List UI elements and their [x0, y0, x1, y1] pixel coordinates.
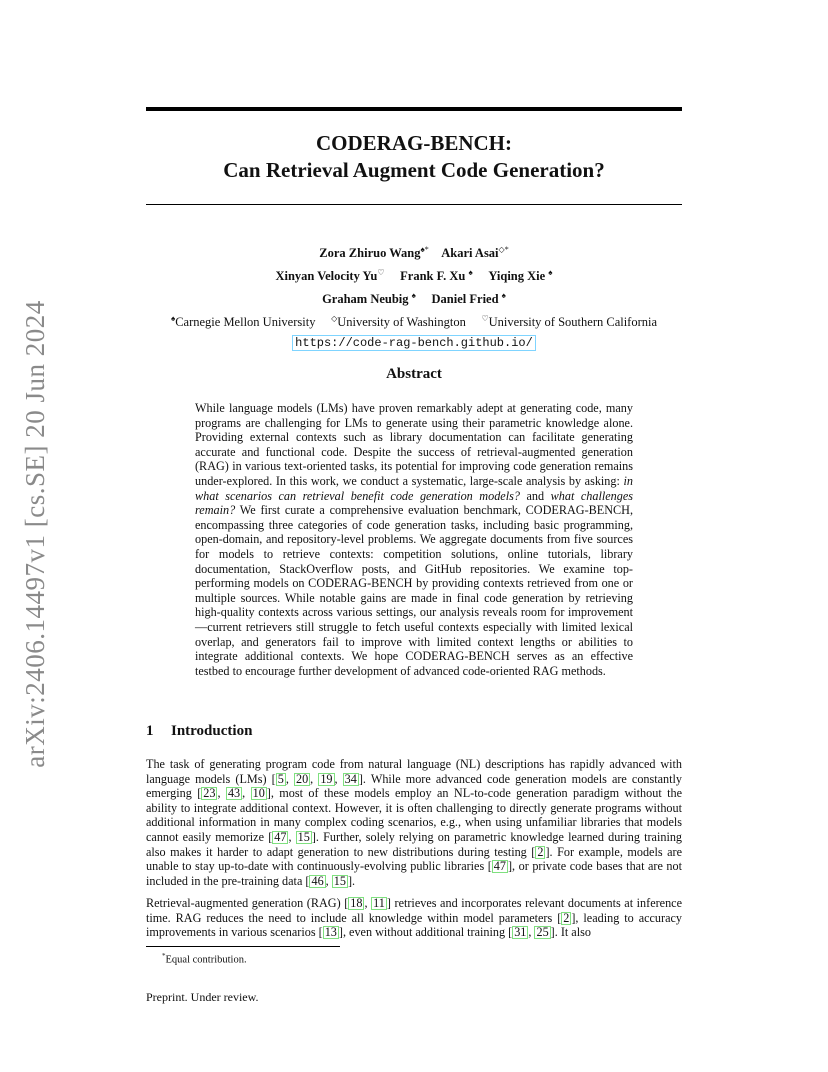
author-name: Daniel Fried — [431, 292, 499, 307]
footnote-rule — [146, 946, 340, 947]
bench-name: RAG-B — [341, 576, 380, 591]
arxiv-stamp: arXiv:2406.14497v1 [cs.SE] 20 Jun 2024 — [20, 300, 50, 768]
citation-link[interactable]: 10 — [252, 786, 265, 801]
affiliation-line — [146, 309, 682, 332]
citation-link[interactable]: 47 — [274, 829, 287, 844]
citation-link[interactable]: 11 — [373, 896, 385, 910]
citation-link[interactable]: 20 — [295, 771, 309, 786]
title-line-2: Can Retrieval Augment Code Generation? — [223, 158, 605, 182]
title-part: ENCH — [444, 131, 506, 155]
title-part: : — [505, 131, 513, 155]
author-name: Yiqing Xie — [488, 269, 546, 284]
author-mark: ♡ — [377, 268, 385, 278]
section-title: Introduction — [171, 723, 253, 739]
abstract-part: , encompassing three categories of code generation tasks, including basic programming, open-domain, and repository-level problems. We aggregate documents from five sources for models to retrieve contexts: competition solutions, online tutorials, library documentation, StackOverflow posts, and GitHub repositories. We examine top-performing models on — [195, 503, 633, 591]
author-mark: ♠ — [468, 268, 473, 278]
section-heading-introduction — [146, 723, 252, 740]
para-text: Retrieval-augmented generation (RAG) — [146, 896, 345, 910]
citation-link[interactable]: 46 — [311, 873, 324, 888]
abstract-part: While language models (LMs) have proven remarkably adept at generating code, many programs are challenging for LMs to generate using their parametric knowledge alone. Providing external contexts such as library documentation can facilitate generating accurate and functional code. Despite the success of retrieval-augmented generation (RAG) in various text-oriented tasks, its potential for improving code generation remains under-explored. In this work, we conduct a systematic, large-scale analysis by asking: — [195, 401, 633, 488]
title-line-1 — [146, 130, 682, 157]
para-text: . It also — [554, 925, 591, 940]
affiliation-mark: ♡ — [481, 314, 489, 324]
footnote — [162, 952, 247, 966]
citation-link[interactable]: 31 — [514, 925, 527, 940]
author-mark: ◇* — [498, 245, 509, 254]
author-block — [146, 240, 682, 352]
para-text: , most of these models employ an NL-to-code generation paradigm without the ability to integrate additional context. However, it is often challenging to directly generate programs without additional information in many complex coding scenarios, e.g., when using unfamiliar libraries that models cannot easily memorize — [146, 786, 683, 844]
author-name: Zora Zhiruo Wang — [319, 246, 421, 261]
citation-link[interactable]: 15 — [333, 873, 346, 888]
para-text: . Further, solely relying on parametric knowledge learned during training also makes it harder to adapt generation to new distributions during testing — [146, 829, 683, 859]
abstract-text — [195, 401, 633, 678]
abstract-part: We first curate a comprehensive evaluation benchmark, — [235, 503, 526, 518]
abstract-heading: Abstract — [386, 366, 442, 382]
para-text: . While more advanced code generation models are constantly emerging — [146, 771, 683, 801]
section-number: 1 — [146, 723, 154, 739]
citation-link[interactable]: 18 — [350, 896, 363, 910]
intro-paragraph-1: The task of generating program code from natural language (NL) descriptions has rapidly advanced with language models (LMs) [ 5 , 20 , 19 , 34 ]. While more advanced code generation models are constantly emerging [ 23 , 43 , 10 ], most of these models employ an NL-to-code generation paradigm without the ability to integrate additional context. However, it is often challenging to directly generate programs without additional information in many complex coding scenarios, e.g., when using unfamiliar libraries that models cannot easily memorize [ 47 , 15 ]. Further, solely relying on parametric knowledge learned during training also makes it harder to adapt generation to new distributions during testing [ 2 ]. For example, models are unable to stay up-to-date with continuously-evolving public libraries [ 47 ], or private code bases that are not included in the pre-training data [ 46 , 15 ]. — [146, 757, 683, 888]
affiliation-usc: University of Southern California — [488, 315, 658, 330]
bench-name: RAG-B — [438, 649, 477, 664]
preprint-note: Preprint. Under review. — [146, 990, 259, 1004]
citation-link[interactable]: 47 — [493, 859, 506, 874]
title-part: ODE — [331, 131, 377, 155]
para-text: retrieves and incorporates relevant documents at inference time. RAG reduces the need to include all knowledge within model parameters — [146, 896, 682, 925]
author-line-1 — [146, 240, 682, 263]
author-line-2 — [146, 263, 682, 286]
bench-name: ENCH — [596, 503, 630, 518]
abstract-part: by providing contexts retrieved from one or multiple sources. While notable gains are made in final code generation by retrieving high-quality contexts across various settings, our analysis reveals room for improvement—current retrievers still struggle to fetch useful contexts especially with limited lexical overlap, and generators fail to improve with limited context lengths or abilities to integrate additional contexts. We hope — [195, 576, 633, 664]
para-text: . — [352, 873, 356, 888]
bench-name: C — [525, 503, 534, 518]
bench-name: C — [405, 649, 414, 664]
abstract-question: in what scenarios can retrieval benefit code generation models? — [195, 473, 633, 503]
abstract-part: and — [519, 488, 551, 503]
author-name: Frank F. Xu — [400, 269, 466, 284]
url-line — [146, 333, 682, 352]
citation-link[interactable]: 15 — [297, 829, 310, 844]
citation-link[interactable]: 2 — [537, 844, 544, 859]
title-rule-top — [146, 107, 682, 111]
title-part: RAG-B — [376, 131, 445, 155]
project-url-link[interactable]: https://code-rag-bench.github.io/ — [292, 335, 536, 351]
citation-link[interactable]: 34 — [344, 771, 357, 786]
title-part: C — [315, 131, 332, 155]
author-line-3 — [146, 286, 682, 309]
para-text: , or private code bases that are not included in the pre-training data — [146, 859, 682, 888]
intro-paragraph-2: Retrieval-augmented generation (RAG) [ 18 , 11 ] retrieves and incorporates relevant documents at inference time. RAG reduces the need to include all knowledge within model parameters [ 2 ], leading to accuracy improvements in various scenarios [ 13 ], even without additional training [ 31 , 25 ]. It also — [146, 896, 682, 940]
para-text: . For example, models are unable to stay up-to-date with continuously-evolving public libraries — [146, 844, 682, 874]
footnote-text: Equal contribution. — [165, 954, 247, 966]
bench-name: ENCH — [379, 576, 413, 591]
abstract-part: serves as an effective testbed to encourage further development of advanced code-oriented RAG methods. — [195, 649, 633, 678]
bench-name: ODE — [533, 503, 559, 518]
affiliation-mark: ◇ — [331, 314, 338, 324]
paper-title — [146, 130, 682, 184]
author-mark: ♠ — [411, 291, 416, 301]
citation-link[interactable]: 2 — [563, 910, 570, 925]
title-rule-bottom — [146, 204, 682, 205]
bench-name: C — [308, 576, 317, 591]
bench-name: ENCH — [476, 649, 510, 664]
citation-link[interactable]: 43 — [227, 786, 241, 801]
author-mark: ♠* — [420, 245, 429, 254]
bench-name: ODE — [316, 576, 342, 591]
para-text: , leading to accuracy improvements in various scenarios — [146, 910, 682, 940]
affiliation-uw: University of Washington — [337, 315, 466, 330]
author-name: Akari Asai — [441, 246, 499, 261]
author-name: Xinyan Velocity Yu — [275, 269, 378, 284]
citation-link[interactable]: 23 — [203, 786, 216, 801]
para-text: The task of generating program code from natural language (NL) descriptions has rapidly advanced with language models (LMs) — [146, 757, 682, 786]
footnote-mark: * — [162, 952, 166, 960]
author-mark: ♠ — [548, 268, 553, 278]
author-name: Graham Neubig — [322, 292, 409, 307]
author-mark: ♠ — [501, 291, 506, 301]
bench-name: ODE — [413, 649, 439, 664]
bench-name: RAG-B — [558, 503, 597, 518]
affiliation-cmu: Carnegie Mellon University — [175, 315, 316, 330]
affiliation-mark: ♠ — [170, 314, 176, 324]
citation-link[interactable]: 25 — [536, 925, 549, 940]
abstract-question: what challenges remain? — [195, 488, 633, 518]
para-text: , even without additional training — [342, 925, 509, 940]
citation-link[interactable]: 5 — [277, 771, 284, 786]
citation-link[interactable]: 19 — [320, 771, 333, 786]
citation-link[interactable]: 13 — [324, 925, 337, 940]
